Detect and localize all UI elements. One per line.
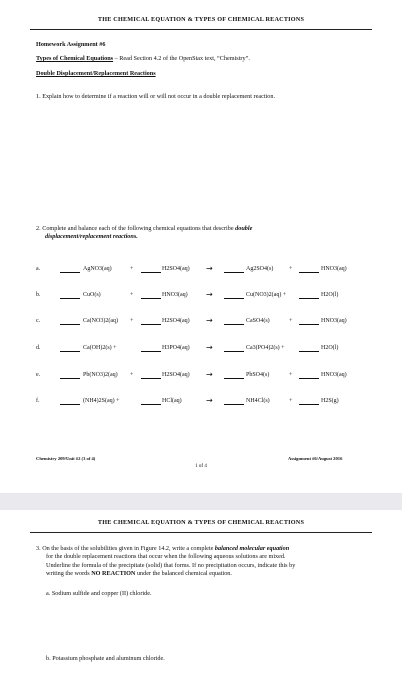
plus-sign: +	[130, 292, 134, 298]
types-label: Types of Chemical Equations	[36, 55, 114, 62]
types-rest: – Read Section 4.2 of the OpenStax text, “Chemistry”.	[113, 55, 250, 62]
product-2: H2S(g)	[321, 398, 339, 404]
reaction-row	[0, 345, 345, 355]
reaction-arrow-icon: →	[206, 316, 213, 325]
reactant-1: CuO(s)	[83, 292, 101, 298]
q3-line4-end: under the balanced chemical equation.	[135, 570, 232, 578]
types-line	[36, 55, 250, 63]
q3-bold: balanced molecular equation	[214, 545, 290, 552]
product-2: H2O(l)	[321, 345, 339, 351]
plus-sign: +	[289, 398, 293, 404]
reaction-arrow-icon: →	[206, 396, 213, 405]
page-header: THE CHEMICAL EQUATION & TYPES OF CHEMICAL REACTIONS	[97, 16, 305, 23]
reaction-row	[0, 372, 345, 382]
reaction-letter: b.	[36, 292, 41, 298]
reactant-2: HCl(aq)	[162, 398, 182, 404]
q2-text: 2. Complete and balance each of the following chemical equations that describe	[36, 225, 236, 232]
q3-line2: for the double replacement reactions that occur when the following aqueous solutions are mixed.	[46, 553, 286, 561]
footer-right: Assignment #6/August 2016	[288, 456, 343, 461]
product-2: H2O(l)	[321, 292, 339, 298]
header-rule	[30, 29, 372, 30]
product-1: Ag2SO4(s)	[246, 266, 274, 272]
reaction-arrow-icon: →	[206, 370, 213, 379]
reaction-row	[0, 318, 345, 328]
question-2	[36, 225, 366, 242]
product-1: PbSO4(s)	[246, 372, 270, 378]
plus-sign: +	[130, 266, 134, 272]
reaction-row	[0, 266, 345, 276]
product-2: HNO3(aq)	[321, 372, 347, 378]
plus-sign: +	[130, 318, 134, 324]
reaction-letter: f.	[36, 398, 40, 404]
reactant-2: H2SO4(aq)	[162, 266, 190, 272]
product-1: Ca3(PO4)2(s) +	[246, 345, 285, 351]
product-2: HNO3(aq)	[321, 266, 347, 272]
plus-sign: +	[289, 318, 293, 324]
plus-sign: +	[289, 372, 293, 378]
page-number: 1 of 4	[195, 464, 207, 469]
reaction-letter: d.	[36, 345, 41, 351]
reactant-2: HNO3(aq)	[162, 292, 188, 298]
reactant-1: Pb(NO3)2(aq)	[83, 372, 118, 378]
reaction-letter: e.	[36, 372, 41, 378]
product-1: NH4Cl(s)	[246, 398, 270, 404]
reactant-2: H2SO4(aq)	[162, 372, 190, 378]
product-1: CaSO4(s)	[246, 318, 270, 324]
page2-header-rule	[30, 532, 372, 533]
reactant-2: H3PO4(aq)	[162, 345, 190, 351]
reaction-row	[0, 398, 345, 408]
footer-left: Chemistry 209/Unit #2 (3 of 4)	[36, 456, 96, 461]
plus-sign: +	[130, 372, 134, 378]
no-reaction-text: NO REACTION	[91, 570, 136, 578]
plus-sign: +	[289, 266, 293, 272]
question-3b: b. Potassium phosphate and aluminum chloride.	[46, 655, 165, 662]
question-1: 1. Explain how to determine if a reaction will or will not occur in a double replacement reaction.	[36, 93, 275, 100]
q3-line1: 3. On the basis of the solubilities given in Figure 14.2, write a complete	[36, 545, 215, 552]
reaction-arrow-icon: →	[206, 290, 213, 299]
assignment-title: Homework Assignment #6	[36, 41, 106, 48]
question-3	[36, 545, 368, 579]
reaction-letter: a.	[36, 266, 41, 272]
reactant-2: H2SO4(aq)	[162, 318, 190, 324]
q3-line3: Underline the formula of the precipitate (solid) that forms. If no precipitation occurs, indicate this by	[46, 561, 296, 569]
reactant-1: AgNO3(aq)	[83, 266, 112, 272]
q2-bold-1: double	[235, 225, 253, 232]
q2-bold-2: displacement/replacement reactions.	[45, 233, 138, 241]
reaction-arrow-icon: →	[206, 264, 213, 273]
reaction-row	[0, 292, 345, 302]
reactant-1: Ca(NO3)2(aq)	[83, 318, 118, 324]
section-title: Double Displacement/Replacement Reactions	[36, 70, 156, 77]
page2-header: THE CHEMICAL EQUATION & TYPES OF CHEMICAL REACTIONS	[97, 519, 305, 526]
question-3a: a. Sodium sulfide and copper (II) chloride.	[46, 590, 152, 597]
q3-line4: writing the words	[46, 570, 92, 578]
reaction-letter: c.	[36, 318, 41, 324]
product-1: Cu(NO3)2(aq) +	[246, 292, 287, 298]
product-2: HNO3(aq)	[321, 318, 347, 324]
page-separator	[0, 493, 402, 510]
reactant-1: (NH4)2S(aq) +	[83, 398, 120, 404]
reactant-1: Ca(OH)2(s) +	[83, 345, 117, 351]
reaction-arrow-icon: →	[206, 343, 213, 352]
